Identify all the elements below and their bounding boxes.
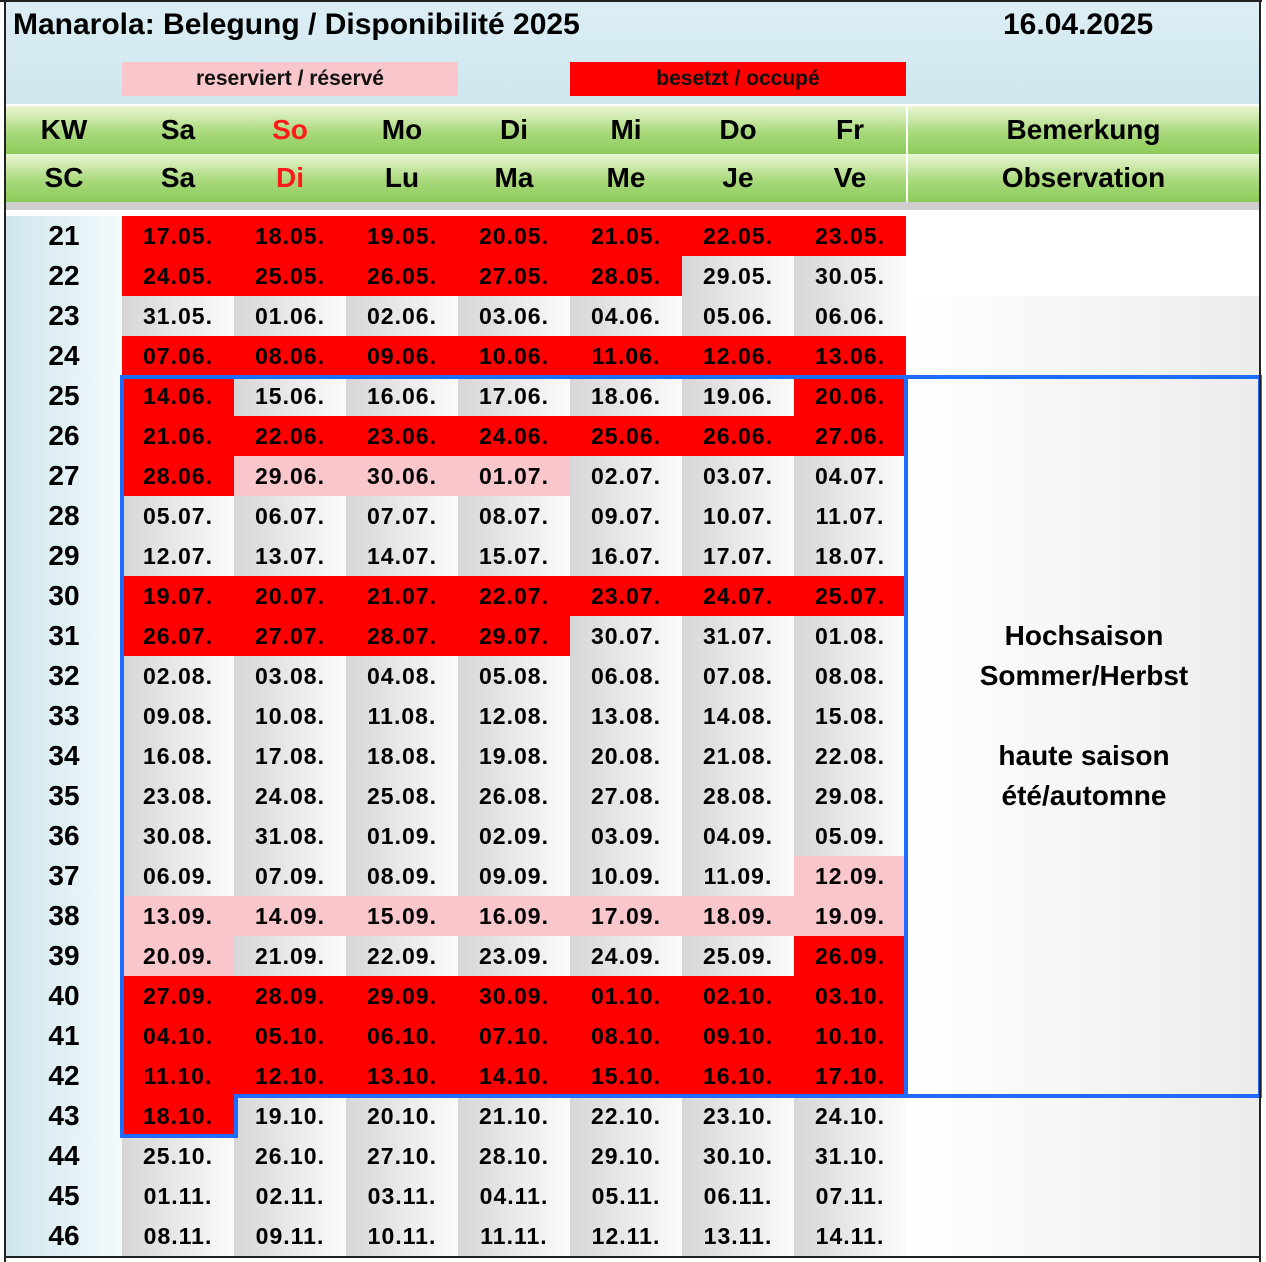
day-cell-free: 05.09. — [794, 816, 906, 856]
day-cell-free: 13.07. — [234, 536, 346, 576]
day-cell-free: 30.07. — [570, 616, 682, 656]
day-cell-occupied: 24.06. — [458, 416, 570, 456]
day-header-fr-0: Sa — [122, 154, 234, 202]
day-cell-free: 05.11. — [570, 1176, 682, 1216]
day-cell-free: 15.07. — [458, 536, 570, 576]
day-cell-occupied: 13.06. — [794, 336, 906, 376]
day-cell-free: 17.08. — [234, 736, 346, 776]
remark-header-de: Bemerkung — [908, 106, 1259, 154]
day-cell-free: 30.08. — [122, 816, 234, 856]
day-cell-free: 21.10. — [458, 1096, 570, 1136]
week-number: 41 — [6, 1016, 122, 1056]
day-cell-free: 04.09. — [682, 816, 794, 856]
day-header-fr-4: Me — [570, 154, 682, 202]
day-cell-free: 06.07. — [234, 496, 346, 536]
day-cell-occupied: 27.06. — [794, 416, 906, 456]
day-cell-free: 04.11. — [458, 1176, 570, 1216]
day-cell-occupied: 26.09. — [794, 936, 906, 976]
day-cell-free: 18.08. — [346, 736, 458, 776]
day-cell-occupied: 20.06. — [794, 376, 906, 416]
day-cell-occupied: 01.10. — [570, 976, 682, 1016]
day-cell-free: 31.10. — [794, 1136, 906, 1176]
day-cell-free: 04.06. — [570, 296, 682, 336]
frame-left — [4, 0, 6, 1262]
season-outline-bottom — [120, 1134, 238, 1138]
day-cell-reserved: 29.06. — [234, 456, 346, 496]
day-header-fr-6: Ve — [794, 154, 906, 202]
week-number: 22 — [6, 256, 122, 296]
remark-cell — [906, 896, 1259, 936]
day-cell-occupied: 30.09. — [458, 976, 570, 1016]
day-header-de-1: So — [234, 106, 346, 154]
week-number: 44 — [6, 1136, 122, 1176]
day-cell-free: 10.11. — [346, 1216, 458, 1256]
week-number: 39 — [6, 936, 122, 976]
remark-cell — [906, 1016, 1259, 1056]
season-outline-top — [120, 375, 1262, 379]
day-cell-free: 26.08. — [458, 776, 570, 816]
day-header-de-3: Di — [458, 106, 570, 154]
week-number: 35 — [6, 776, 122, 816]
day-cell-free: 09.09. — [458, 856, 570, 896]
day-cell-free: 08.11. — [122, 1216, 234, 1256]
day-header-fr-3: Ma — [458, 154, 570, 202]
day-header-fr-1: Di — [234, 154, 346, 202]
remark-line-1: Hochsaison — [1004, 620, 1164, 651]
day-cell-occupied: 28.07. — [346, 616, 458, 656]
day-header-fr-2: Lu — [346, 154, 458, 202]
day-cell-free: 15.06. — [234, 376, 346, 416]
day-cell-free: 10.09. — [570, 856, 682, 896]
day-cell-free: 01.08. — [794, 616, 906, 656]
week-header-fr: SC — [6, 154, 122, 202]
day-cell-free: 04.07. — [794, 456, 906, 496]
day-cell-free: 27.10. — [346, 1136, 458, 1176]
day-cell-occupied: 25.06. — [570, 416, 682, 456]
day-cell-free: 16.08. — [122, 736, 234, 776]
week-number: 36 — [6, 816, 122, 856]
week-number: 37 — [6, 856, 122, 896]
remark-cell — [906, 1096, 1259, 1136]
day-cell-occupied: 22.06. — [234, 416, 346, 456]
frame-bottom — [4, 1256, 1261, 1258]
day-cell-occupied: 08.06. — [234, 336, 346, 376]
day-cell-occupied: 21.07. — [346, 576, 458, 616]
day-cell-free: 16.06. — [346, 376, 458, 416]
remark-line-3: haute saison — [998, 740, 1170, 771]
remark-line-4: été/automne — [1001, 780, 1167, 811]
day-cell-free: 13.08. — [570, 696, 682, 736]
day-cell-free: 03.11. — [346, 1176, 458, 1216]
day-cell-free: 03.07. — [682, 456, 794, 496]
day-cell-occupied: 11.10. — [122, 1056, 234, 1096]
day-cell-reserved: 13.09. — [122, 896, 234, 936]
frame-top — [0, 0, 1262, 2]
week-number: 28 — [6, 496, 122, 536]
day-cell-occupied: 27.09. — [122, 976, 234, 1016]
remark-cell — [906, 256, 1259, 296]
remark-line-2: Sommer/Herbst — [979, 660, 1189, 691]
remark-cell — [906, 856, 1259, 896]
day-cell-free: 07.08. — [682, 656, 794, 696]
day-header-de-4: Mi — [570, 106, 682, 154]
day-cell-occupied: 08.10. — [570, 1016, 682, 1056]
day-cell-free: 10.08. — [234, 696, 346, 736]
week-number: 33 — [6, 696, 122, 736]
day-cell-free: 12.08. — [458, 696, 570, 736]
day-cell-occupied: 23.05. — [794, 216, 906, 256]
day-cell-occupied: 17.10. — [794, 1056, 906, 1096]
day-cell-free: 13.11. — [682, 1216, 794, 1256]
day-cell-reserved: 16.09. — [458, 896, 570, 936]
day-cell-occupied: 28.09. — [234, 976, 346, 1016]
day-cell-free: 09.11. — [234, 1216, 346, 1256]
day-cell-free: 01.09. — [346, 816, 458, 856]
day-cell-free: 03.08. — [234, 656, 346, 696]
day-cell-free: 17.06. — [458, 376, 570, 416]
week-number: 43 — [6, 1096, 122, 1136]
day-cell-occupied: 15.10. — [570, 1056, 682, 1096]
remark-cell — [906, 416, 1259, 456]
remark-cell — [906, 976, 1259, 1016]
remark-cell — [906, 576, 1259, 616]
day-cell-free: 02.08. — [122, 656, 234, 696]
day-cell-free: 01.11. — [122, 1176, 234, 1216]
season-outline-step-side — [234, 1094, 238, 1138]
day-cell-reserved: 20.09. — [122, 936, 234, 976]
day-cell-occupied: 18.10. — [122, 1096, 234, 1136]
day-cell-free: 20.10. — [346, 1096, 458, 1136]
day-cell-free: 18.06. — [570, 376, 682, 416]
week-number: 34 — [6, 736, 122, 776]
day-cell-free: 12.11. — [570, 1216, 682, 1256]
day-cell-reserved: 15.09. — [346, 896, 458, 936]
day-cell-occupied: 07.10. — [458, 1016, 570, 1056]
day-cell-free: 14.07. — [346, 536, 458, 576]
week-number: 40 — [6, 976, 122, 1016]
day-cell-free: 17.07. — [682, 536, 794, 576]
day-cell-occupied: 28.06. — [122, 456, 234, 496]
week-number: 26 — [6, 416, 122, 456]
day-cell-occupied: 24.05. — [122, 256, 234, 296]
day-cell-free: 19.08. — [458, 736, 570, 776]
day-cell-free: 29.05. — [682, 256, 794, 296]
day-cell-occupied: 27.05. — [458, 256, 570, 296]
day-cell-free: 07.11. — [794, 1176, 906, 1216]
day-header-de-5: Do — [682, 106, 794, 154]
day-cell-occupied: 17.05. — [122, 216, 234, 256]
week-number: 24 — [6, 336, 122, 376]
day-cell-occupied: 27.07. — [234, 616, 346, 656]
day-cell-occupied: 26.06. — [682, 416, 794, 456]
remark-cell — [906, 696, 1259, 736]
day-cell-occupied: 09.06. — [346, 336, 458, 376]
day-cell-free: 23.08. — [122, 776, 234, 816]
day-cell-free: 08.07. — [458, 496, 570, 536]
season-outline-divider — [904, 375, 908, 1098]
week-number: 42 — [6, 1056, 122, 1096]
day-cell-occupied: 02.10. — [682, 976, 794, 1016]
day-header-fr-5: Je — [682, 154, 794, 202]
day-cell-free: 23.10. — [682, 1096, 794, 1136]
day-cell-free: 05.06. — [682, 296, 794, 336]
day-cell-free: 20.08. — [570, 736, 682, 776]
day-cell-occupied: 29.09. — [346, 976, 458, 1016]
remark-cell — [906, 936, 1259, 976]
day-cell-free: 29.08. — [794, 776, 906, 816]
week-number: 46 — [6, 1216, 122, 1256]
day-cell-occupied: 13.10. — [346, 1056, 458, 1096]
day-cell-free: 30.05. — [794, 256, 906, 296]
remark-cell — [906, 496, 1259, 536]
day-cell-free: 04.08. — [346, 656, 458, 696]
day-cell-reserved: 30.06. — [346, 456, 458, 496]
day-cell-free: 03.06. — [458, 296, 570, 336]
day-cell-occupied: 07.06. — [122, 336, 234, 376]
day-cell-occupied: 10.10. — [794, 1016, 906, 1056]
day-cell-free: 22.10. — [570, 1096, 682, 1136]
day-cell-free: 11.07. — [794, 496, 906, 536]
week-header-de: KW — [6, 106, 122, 154]
day-cell-free: 02.09. — [458, 816, 570, 856]
week-number: 31 — [6, 616, 122, 656]
day-cell-free: 14.11. — [794, 1216, 906, 1256]
day-cell-occupied: 19.05. — [346, 216, 458, 256]
day-cell-occupied: 20.07. — [234, 576, 346, 616]
day-cell-occupied: 24.07. — [682, 576, 794, 616]
remark-cell — [906, 1056, 1259, 1096]
day-cell-free: 25.08. — [346, 776, 458, 816]
day-cell-occupied: 20.05. — [458, 216, 570, 256]
sheet-title: Manarola: Belegung / Disponibilité 2025 — [13, 8, 580, 41]
day-cell-free: 05.07. — [122, 496, 234, 536]
week-number: 38 — [6, 896, 122, 936]
day-cell-occupied: 12.06. — [682, 336, 794, 376]
remark-cell — [906, 336, 1259, 376]
day-cell-free: 06.09. — [122, 856, 234, 896]
day-cell-free: 10.07. — [682, 496, 794, 536]
day-cell-reserved: 17.09. — [570, 896, 682, 936]
day-cell-occupied: 10.06. — [458, 336, 570, 376]
remark-cell — [906, 1216, 1259, 1256]
day-header-de-6: Fr — [794, 106, 906, 154]
day-cell-free: 25.10. — [122, 1136, 234, 1176]
day-cell-occupied: 22.05. — [682, 216, 794, 256]
day-header-de-2: Mo — [346, 106, 458, 154]
remark-cell — [906, 816, 1259, 856]
day-cell-occupied: 23.06. — [346, 416, 458, 456]
day-cell-free: 06.11. — [682, 1176, 794, 1216]
remark-cell — [906, 376, 1259, 416]
day-cell-occupied: 28.05. — [570, 256, 682, 296]
day-cell-free: 24.08. — [234, 776, 346, 816]
day-cell-occupied: 11.06. — [570, 336, 682, 376]
day-cell-reserved: 19.09. — [794, 896, 906, 936]
week-number: 23 — [6, 296, 122, 336]
day-cell-occupied: 09.10. — [682, 1016, 794, 1056]
day-cell-occupied: 22.07. — [458, 576, 570, 616]
remark-header-fr: Observation — [908, 154, 1259, 202]
day-cell-free: 21.09. — [234, 936, 346, 976]
day-cell-occupied: 05.10. — [234, 1016, 346, 1056]
week-number: 21 — [6, 216, 122, 256]
day-cell-free: 09.07. — [570, 496, 682, 536]
day-cell-reserved: 18.09. — [682, 896, 794, 936]
day-cell-free: 11.11. — [458, 1216, 570, 1256]
day-cell-occupied: 04.10. — [122, 1016, 234, 1056]
day-cell-free: 24.10. — [794, 1096, 906, 1136]
remark-cell — [906, 536, 1259, 576]
day-cell-occupied: 29.07. — [458, 616, 570, 656]
day-cell-free: 24.09. — [570, 936, 682, 976]
frame-right — [1259, 0, 1261, 1262]
header-separator — [6, 202, 1259, 210]
week-number: 30 — [6, 576, 122, 616]
day-cell-free: 15.08. — [794, 696, 906, 736]
remark-cell — [906, 1136, 1259, 1176]
day-cell-free: 08.09. — [346, 856, 458, 896]
remark-cell — [906, 1176, 1259, 1216]
day-cell-free: 21.08. — [682, 736, 794, 776]
day-cell-free: 14.08. — [682, 696, 794, 736]
day-cell-free: 11.09. — [682, 856, 794, 896]
day-cell-free: 28.08. — [682, 776, 794, 816]
week-number: 32 — [6, 656, 122, 696]
season-outline-remark-bottom — [906, 1094, 1262, 1098]
day-header-de-0: Sa — [122, 106, 234, 154]
day-cell-free: 07.07. — [346, 496, 458, 536]
day-cell-occupied: 16.10. — [682, 1056, 794, 1096]
season-outline-left — [120, 375, 124, 1138]
day-cell-free: 19.10. — [234, 1096, 346, 1136]
day-cell-free: 09.08. — [122, 696, 234, 736]
legend-reserved: reserviert / réservé — [122, 62, 458, 96]
day-cell-free: 19.06. — [682, 376, 794, 416]
day-cell-occupied: 14.10. — [458, 1056, 570, 1096]
remark-cell — [906, 296, 1259, 336]
week-number: 45 — [6, 1176, 122, 1216]
week-number: 27 — [6, 456, 122, 496]
day-cell-free: 02.07. — [570, 456, 682, 496]
day-cell-occupied: 21.06. — [122, 416, 234, 456]
legend-occupied: besetzt / occupé — [570, 62, 906, 96]
day-cell-free: 16.07. — [570, 536, 682, 576]
day-cell-occupied: 26.05. — [346, 256, 458, 296]
remark-cell — [906, 456, 1259, 496]
day-cell-free: 29.10. — [570, 1136, 682, 1176]
day-cell-free: 23.09. — [458, 936, 570, 976]
day-cell-free: 31.07. — [682, 616, 794, 656]
day-cell-reserved: 01.07. — [458, 456, 570, 496]
season-outline-step — [234, 1094, 906, 1098]
day-cell-free: 27.08. — [570, 776, 682, 816]
day-cell-occupied: 23.07. — [570, 576, 682, 616]
day-cell-occupied: 03.10. — [794, 976, 906, 1016]
day-cell-free: 22.08. — [794, 736, 906, 776]
day-cell-occupied: 18.05. — [234, 216, 346, 256]
week-number: 25 — [6, 376, 122, 416]
day-cell-free: 05.08. — [458, 656, 570, 696]
day-cell-occupied: 25.05. — [234, 256, 346, 296]
day-cell-free: 31.08. — [234, 816, 346, 856]
day-cell-free: 30.10. — [682, 1136, 794, 1176]
day-cell-free: 03.09. — [570, 816, 682, 856]
day-cell-occupied: 14.06. — [122, 376, 234, 416]
day-cell-occupied: 25.07. — [794, 576, 906, 616]
day-cell-occupied: 19.07. — [122, 576, 234, 616]
day-cell-free: 06.06. — [794, 296, 906, 336]
day-cell-occupied: 12.10. — [234, 1056, 346, 1096]
day-cell-occupied: 26.07. — [122, 616, 234, 656]
day-cell-free: 07.09. — [234, 856, 346, 896]
day-cell-occupied: 21.05. — [570, 216, 682, 256]
week-number: 29 — [6, 536, 122, 576]
day-cell-occupied: 06.10. — [346, 1016, 458, 1056]
day-cell-reserved: 12.09. — [794, 856, 906, 896]
day-cell-free: 22.09. — [346, 936, 458, 976]
day-cell-free: 28.10. — [458, 1136, 570, 1176]
day-cell-reserved: 14.09. — [234, 896, 346, 936]
day-cell-free: 31.05. — [122, 296, 234, 336]
day-cell-free: 12.07. — [122, 536, 234, 576]
day-cell-free: 01.06. — [234, 296, 346, 336]
day-cell-free: 18.07. — [794, 536, 906, 576]
day-cell-free: 02.11. — [234, 1176, 346, 1216]
sheet-date: 16.04.2025 — [1003, 8, 1154, 41]
day-cell-free: 11.08. — [346, 696, 458, 736]
day-cell-free: 06.08. — [570, 656, 682, 696]
remark-cell — [906, 216, 1259, 256]
day-cell-free: 02.06. — [346, 296, 458, 336]
day-cell-free: 08.08. — [794, 656, 906, 696]
day-cell-free: 25.09. — [682, 936, 794, 976]
day-cell-free: 26.10. — [234, 1136, 346, 1176]
